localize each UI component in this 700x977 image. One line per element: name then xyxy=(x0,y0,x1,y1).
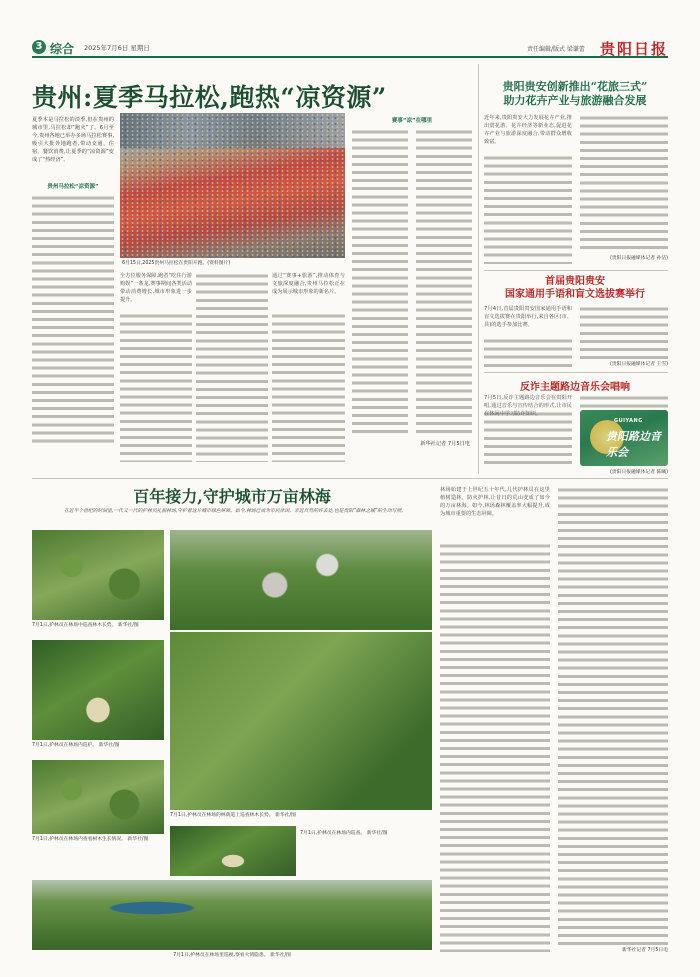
sign-language-headline-line2: 国家通用手语和盲文选拔赛举行 xyxy=(505,289,645,300)
forest-path-photo xyxy=(170,632,432,810)
main-story-column-3 xyxy=(196,272,268,462)
body-text-block xyxy=(484,337,572,371)
marathon-photo xyxy=(120,113,345,258)
section-divider xyxy=(32,478,668,479)
body-text-block xyxy=(484,154,572,264)
column-2-text: 全方位服务保障,跑者“吃住行游购娱”一条龙,赛事期间各类活动带动消费增长,城市形象进一步提升。 xyxy=(120,273,192,304)
street-concert-logo xyxy=(580,410,668,466)
sign-language-headline xyxy=(480,275,670,301)
forest-aerial-photo xyxy=(170,530,432,630)
flower-story-column-2 xyxy=(580,114,668,261)
forest-photo-3-caption: 7月1日,护林员在林场的林荫道上巡查林木长势。 新华社/图 xyxy=(170,813,296,818)
forest-lead-text: 在近半个世纪的时间里,一代又一代的护林员扎根林场,守护着这片城市绿色屏障。如今,林场已成为市民休闲、亲近自然的好去处,也是贵阳“森林之城”的生动写照。 xyxy=(64,509,407,514)
forest-story-column-1 xyxy=(440,486,550,952)
body-text-block xyxy=(120,312,192,462)
body-text-block xyxy=(32,194,114,444)
sign-language-column-2 xyxy=(580,305,668,367)
forest-story-text: 林场始建于上世纪五十年代,几代护林员在这里植树造林、防火护林,让昔日的荒山变成了如今的万亩林海。如今,林场森林覆盖率大幅提升,成为城市重要的生态屏障。 xyxy=(440,487,550,518)
editor-credit: 责任编辑/版式 梁谦蕾 xyxy=(527,46,585,53)
flower-tourism-headline-line2: 助力花卉产业与旅游融合发展 xyxy=(503,94,647,107)
forest-headline: 百年接力,守护城市万亩林海 xyxy=(133,487,331,506)
body-text-block xyxy=(352,128,408,438)
main-story-column-2 xyxy=(120,272,192,462)
forest-photo-4 xyxy=(32,760,164,834)
flower-story-column-1 xyxy=(484,114,572,264)
main-story-intro: 夏季本是马拉松的淡季,但在贵州的城市里,马拉松却“跑火”了。6月至今,贵州各地已举办多场马拉松赛事,吸引大批外地跑者,带动交通、住宿、餐饮消费,让夏季的“凉资源”变成了“热经济”。 xyxy=(32,117,114,164)
main-story-column-5 xyxy=(352,116,472,438)
sign-language-headline-line1: 首届贵阳贵安 xyxy=(545,276,605,287)
logo-english-text: GUIYANG xyxy=(614,418,643,424)
body-text-block xyxy=(580,305,668,360)
anti-fraud-signature: (贵阳日报融媒体记者 陈曦) xyxy=(609,470,668,475)
anti-fraud-concert-headline: 反诈主题路边音乐会唱响 xyxy=(520,382,630,393)
body-text-block xyxy=(440,542,550,952)
main-headline: 贵州:夏季马拉松,跑热“凉资源” xyxy=(32,83,387,112)
story-divider xyxy=(484,270,668,271)
flower-story-signature: (贵阳日报融媒体记者 孙洁) xyxy=(609,256,668,261)
forest-photo-5-caption: 7月1日,护林员在林场内巡查。 新华社/图 xyxy=(300,831,388,836)
forest-panorama-photo xyxy=(32,880,432,950)
page-number: 3 xyxy=(32,40,46,54)
page-header xyxy=(32,38,668,58)
marathon-photo-caption: 6月15日,2025贵州马拉松在贵阳开跑。(资料图片) xyxy=(122,261,231,266)
subhead-where-cool: 赛事“凉”在哪里 xyxy=(391,118,433,124)
forest-photo-5 xyxy=(170,826,296,876)
column-3-text: 通过“赛事+旅游”,推动体育与文旅深度融合,贵州马拉松正在成为展示城市形象的新名片。 xyxy=(272,273,345,296)
body-text-block xyxy=(558,486,668,946)
column-divider xyxy=(478,64,479,474)
story-divider xyxy=(484,372,668,373)
body-text-block xyxy=(196,272,268,462)
forest-panorama-caption: 7月1日,护林员在林场里巡视,察看火情隐患。 新华社/图 xyxy=(173,953,291,958)
body-text-block xyxy=(416,128,472,438)
main-story-column-1 xyxy=(32,116,114,444)
logo-chinese-text: 贵阳路边音乐会 xyxy=(606,430,661,459)
body-text-block xyxy=(580,114,668,254)
forest-story-column-2 xyxy=(558,486,668,953)
body-text-block xyxy=(484,410,572,466)
section-name: 综合 xyxy=(50,42,75,56)
forest-photo-2 xyxy=(32,640,164,740)
forest-photo-1-caption: 7月1日,护林员在林场中巡查林木长势。 新华社/图 xyxy=(32,623,139,628)
newspaper-logo: 贵阳日报 xyxy=(599,40,668,58)
flower-tourism-headline-line1: 贵阳贵安创新推出“花旅三式” xyxy=(502,80,648,93)
forest-photo-2-caption: 7月1日,护林员在林场内巡护。 新华社/图 xyxy=(32,743,120,748)
issue-date: 2025年7月6日 星期日 xyxy=(84,44,150,52)
flower-tourism-headline xyxy=(480,80,670,108)
subhead-cool-resources: 贵州马拉松“凉资源” xyxy=(47,184,99,190)
flower-story-text: 近年来,贵阳贵安大力发展花卉产业,推出赏花游、花卉经济等新业态,促进花卉产业与旅游深度融合,带动群众增收致富。 xyxy=(484,115,572,146)
anti-fraud-column-1 xyxy=(484,394,572,466)
forest-story-signature: 新华社记者 7月5日电 xyxy=(621,948,668,953)
anti-fraud-text: 7月5日,反诈主题路边音乐会在贵阳开唱,通过音乐与宣传结合的形式,让市民在休闲中学习防诈知识。 xyxy=(484,395,572,418)
forest-photo-1 xyxy=(32,530,164,620)
forest-photo-4-caption: 7月1日,护林员在林场内查看树木生长情况。 新华社/图 xyxy=(32,837,149,842)
sign-language-column-1 xyxy=(484,305,572,371)
sign-language-text: 7月4日,首届贵阳贵安国家通用手语和盲文选拔赛在贵阳举行,来自各区(市、县)的选手参加比赛。 xyxy=(484,306,572,329)
main-story-column-4 xyxy=(272,272,345,462)
body-text-block xyxy=(272,312,345,462)
body-text-block xyxy=(580,394,668,408)
runner-crowd xyxy=(120,113,345,258)
sign-language-signature: (贵阳日报融媒体记者 王雪) xyxy=(609,362,668,367)
anti-fraud-column-2 xyxy=(580,394,668,408)
main-story-byline: 新华社记者 7月5日电 xyxy=(420,441,470,447)
